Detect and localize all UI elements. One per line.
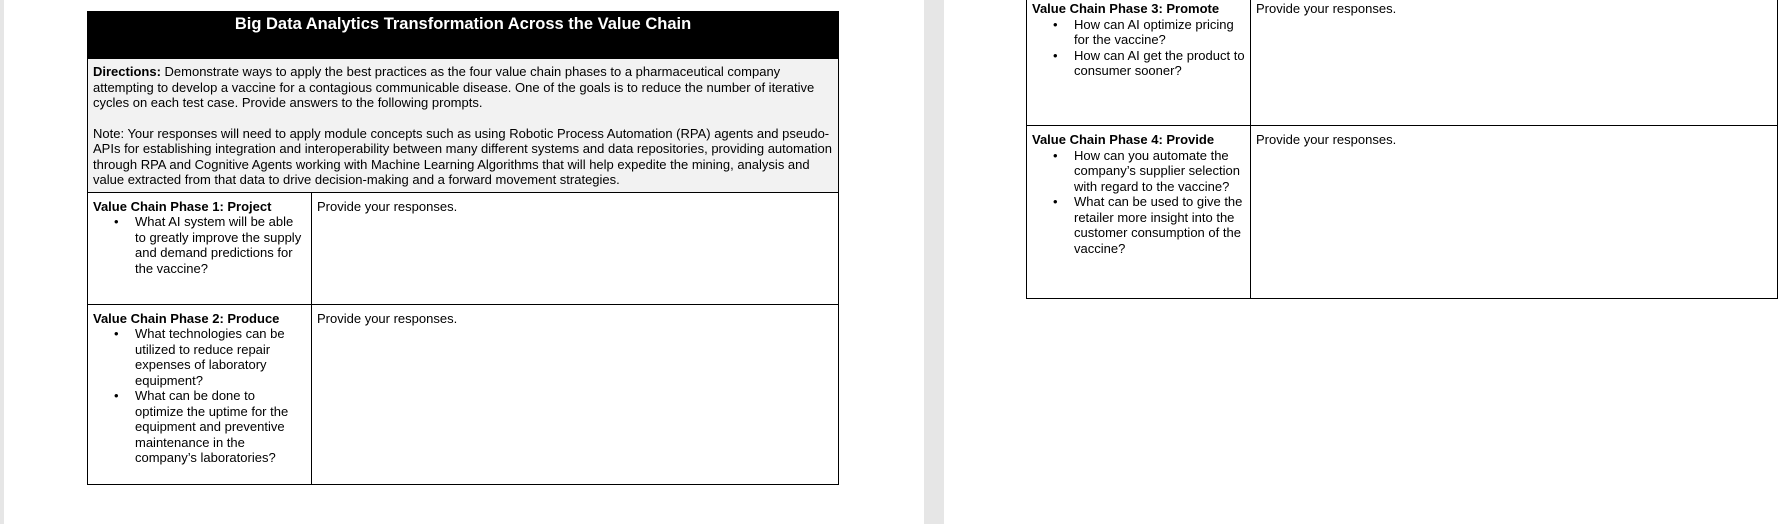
phase-4-prompt-list: [1032, 148, 1245, 257]
directions-text: Demonstrate ways to apply the best practices as the four value chain phases to a pharmaceutical company attempting to develop a vaccine for a contagious communicable disease. One of the goals is to reduce the number of iterative cycles on each test case. Provide answers to the following prompts.: [93, 64, 815, 110]
list-item: • How can you automate the company’s supplier selection with regard to the vaccine?: [1053, 147, 1240, 194]
bullet-icon: •: [114, 388, 119, 403]
list-item: • How can AI get the product to consumer sooner?: [1053, 47, 1245, 78]
phase-3-response-cell[interactable]: [1251, 0, 1778, 126]
list-item: • What can be done to optimize the uptime for the equipment and preventive maintenance in the company’s laboratories?: [114, 388, 289, 465]
phase-4-response[interactable]: Provide your responses.: [1256, 132, 1397, 147]
phase-4-title: Value Chain Phase 4: Provide: [1032, 132, 1215, 147]
phase-2-prompt-list: [93, 326, 306, 466]
phase-3-prompt-cell: [1027, 0, 1251, 126]
list-item: • What can be used to give the retailer more insight into the customer consumption of the vaccine?: [1053, 194, 1243, 256]
phase-1-title: Value Chain Phase 1: Project: [93, 198, 272, 214]
directions-label: Directions:: [93, 64, 161, 79]
phase-2-response[interactable]: Provide your responses.: [317, 310, 458, 326]
phase-1-prompt-cell: [88, 192, 312, 304]
phase-1-response[interactable]: Provide your responses.: [317, 198, 458, 214]
phase-1-response-cell[interactable]: [312, 192, 839, 304]
document-page-2: [944, 0, 1779, 524]
bullet-icon: •: [1053, 194, 1058, 209]
list-item: • What AI system will be able to greatly improve the supply and demand predictions for the vaccine?: [114, 214, 302, 276]
phase-4-prompt-cell: [1027, 126, 1251, 299]
bullet-icon: •: [114, 214, 119, 229]
phase-2-prompt-cell: [88, 304, 312, 484]
value-chain-table-part-2: [1026, 0, 1778, 299]
table-row-phase-2: [88, 304, 839, 484]
phase-3-title: Value Chain Phase 3: Promote: [1032, 1, 1220, 16]
bullet-icon: •: [1053, 147, 1058, 163]
note-paragraph: Note: Your responses will need to apply module concepts such as using Robotic Process Automation (RPA) agents and pseudo-APIs for establishing integration and interoperability between many different systems and data repositories, providing automation through RPA and Cognitive Agents working with Machine Learning Algorithms that will help expedite the mining, analysis and value extracted from that data to drive decision-making and a forward movement strategies.: [93, 125, 833, 187]
phase-3-response[interactable]: Provide your responses.: [1256, 1, 1397, 16]
phase-1-prompt-list: [93, 214, 306, 276]
value-chain-table-part-1: [87, 11, 839, 485]
directions-paragraph: [93, 64, 833, 111]
bullet-icon: •: [114, 326, 119, 341]
list-item: • How can AI optimize pricing for the vaccine?: [1053, 16, 1234, 47]
list-item: • What technologies can be utilized to reduce repair expenses of laboratory equipment?: [114, 326, 285, 388]
phase-3-prompt-list: [1032, 17, 1245, 79]
table-row-phase-3: [1027, 0, 1778, 126]
bullet-icon: •: [1053, 16, 1058, 32]
table-title: Big Data Analytics Transformation Across the Value Chain: [88, 12, 839, 59]
phase-2-response-cell[interactable]: [312, 304, 839, 484]
directions-cell: [88, 59, 839, 193]
phase-4-response-cell[interactable]: [1251, 126, 1778, 299]
bullet-icon: •: [1053, 47, 1058, 63]
table-row-phase-4: [1027, 126, 1778, 299]
table-row-phase-1: [88, 192, 839, 304]
document-page-1: [4, 0, 924, 524]
phase-2-title: Value Chain Phase 2: Produce: [93, 310, 280, 326]
